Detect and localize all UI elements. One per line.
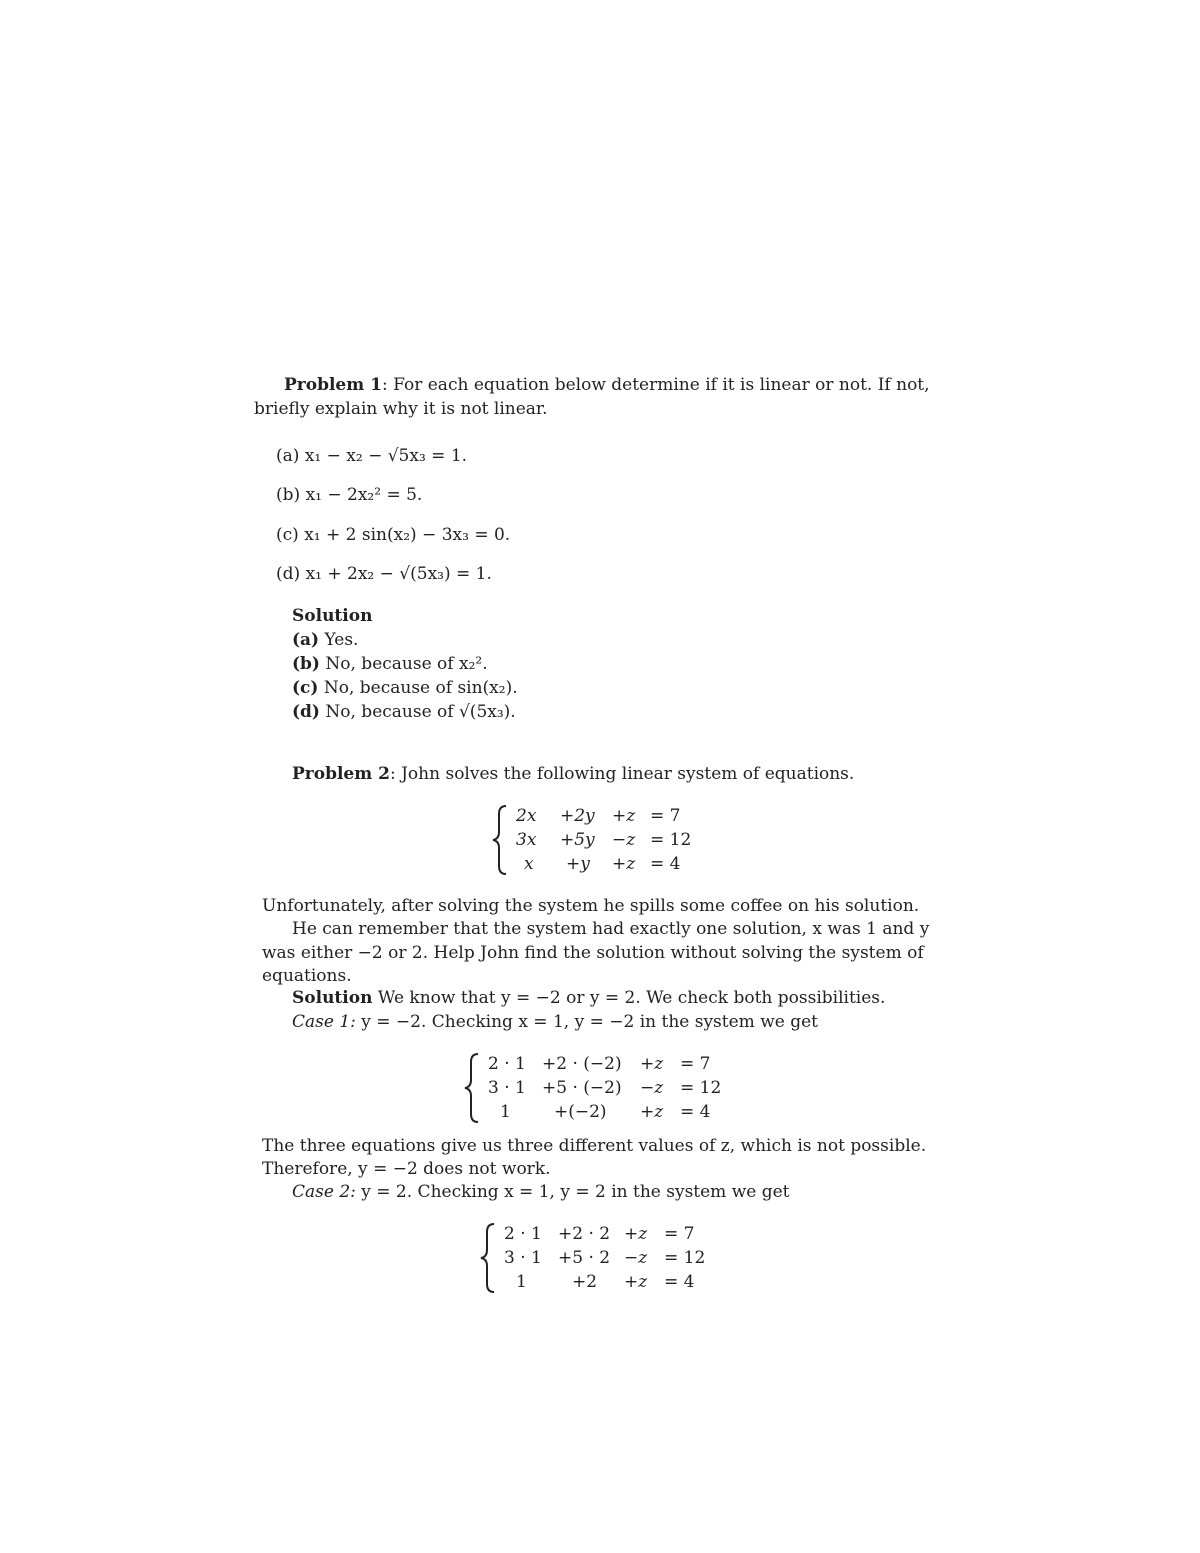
problem-1-item-a [276,444,467,468]
item-expression: x₁ + 2 sin(x₂) − 3x₃ = 0. [304,525,511,545]
problem-2-prompt [292,762,854,786]
left-brace-icon [490,804,510,876]
case-1-system: 2 · 1 +2 · (−2) +z = 7 3 · 1 +5 · (−2) −z = 12 1 +(−2) +z = 4 [462,1052,752,1126]
left-brace-icon [462,1052,482,1124]
linear-system: 2x +2y +z = 7 3x +5y −z = 12 x +y +z = 4 [490,804,730,878]
problem-1-solution-a [292,628,358,652]
item-expression: x₁ + 2x₂ − √(5x₃) = 1. [305,564,492,584]
problem-2-solution-heading: Solution [292,988,373,1008]
problem-1-item-b [276,483,422,507]
paragraph-1: Unfortunately, after solving the system he spills some coffee on his solution. [262,896,920,916]
case-2-text: y = 2. Checking x = 1, y = 2 in the system we get [355,1182,790,1202]
case-1-intro [292,1010,818,1034]
solution-label: (d) [292,702,320,722]
problem-1-heading: Problem 1 [284,375,382,395]
case-2-system: 2 · 1 +2 · 2 +z = 7 3 · 1 +5 · 2 −z = 12 1 +2 +z = 4 [478,1222,738,1296]
item-expression: x₁ − x₂ − √5x₃ = 1. [304,446,468,466]
case-1-label: Case 1: [292,1012,356,1032]
solution-text: No, because of √(5x₃). [325,702,516,722]
item-label: (d) [276,564,301,584]
problem-1-item-d [276,562,492,586]
solution-label: (c) [292,678,319,698]
case-1-text: y = −2. Checking x = 1, y = −2 in the system we get [355,1012,818,1032]
problem-2-solution [292,986,885,1010]
solution-text: No, because of x₂². [325,654,488,674]
problem-1-solution-c [292,676,518,700]
problem-1-solution-heading: Solution [292,606,373,626]
solution-label: (b) [292,654,320,674]
solution-label: (a) [292,630,320,650]
item-label: (c) [276,525,299,545]
after-case-1-line2: Therefore, y = −2 does not work. [262,1159,551,1179]
problem-1-prompt-line2: briefly explain why it is not linear. [254,399,548,419]
problem-1-prompt-text: : For each equation below determine if it is linear or not. If not, [381,375,930,395]
case-2-label: Case 2: [292,1182,356,1202]
item-expression: x₁ − 2x₂² = 5. [305,485,423,505]
item-label: (b) [276,485,301,505]
problem-2-prompt-text: : John solves the following linear system of equations. [389,764,855,784]
problem-1-solution-b [292,652,488,676]
item-label: (a) [276,446,300,466]
left-brace-icon [478,1222,498,1294]
solution-text: No, because of sin(x₂). [323,678,518,698]
paragraph-2-line2: was either −2 or 2. Help John find the solution without solving the system of [262,943,924,963]
after-case-1-line1: The three equations give us three different values of z, which is not possible. [262,1136,927,1156]
problem-2-heading: Problem 2 [292,764,390,784]
case-2-intro [292,1180,790,1204]
paragraph-2-line3: equations. [262,966,352,986]
solution-text: Yes. [324,630,359,650]
problem-1-prompt-line1 [284,373,930,397]
problem-1-solution-d [292,700,516,724]
problem-2-solution-text: We know that y = −2 or y = 2. We check both possibilities. [372,988,886,1008]
paragraph-2-line1: He can remember that the system had exactly one solution, x was 1 and y [292,919,930,939]
problem-1-item-c [276,523,510,547]
